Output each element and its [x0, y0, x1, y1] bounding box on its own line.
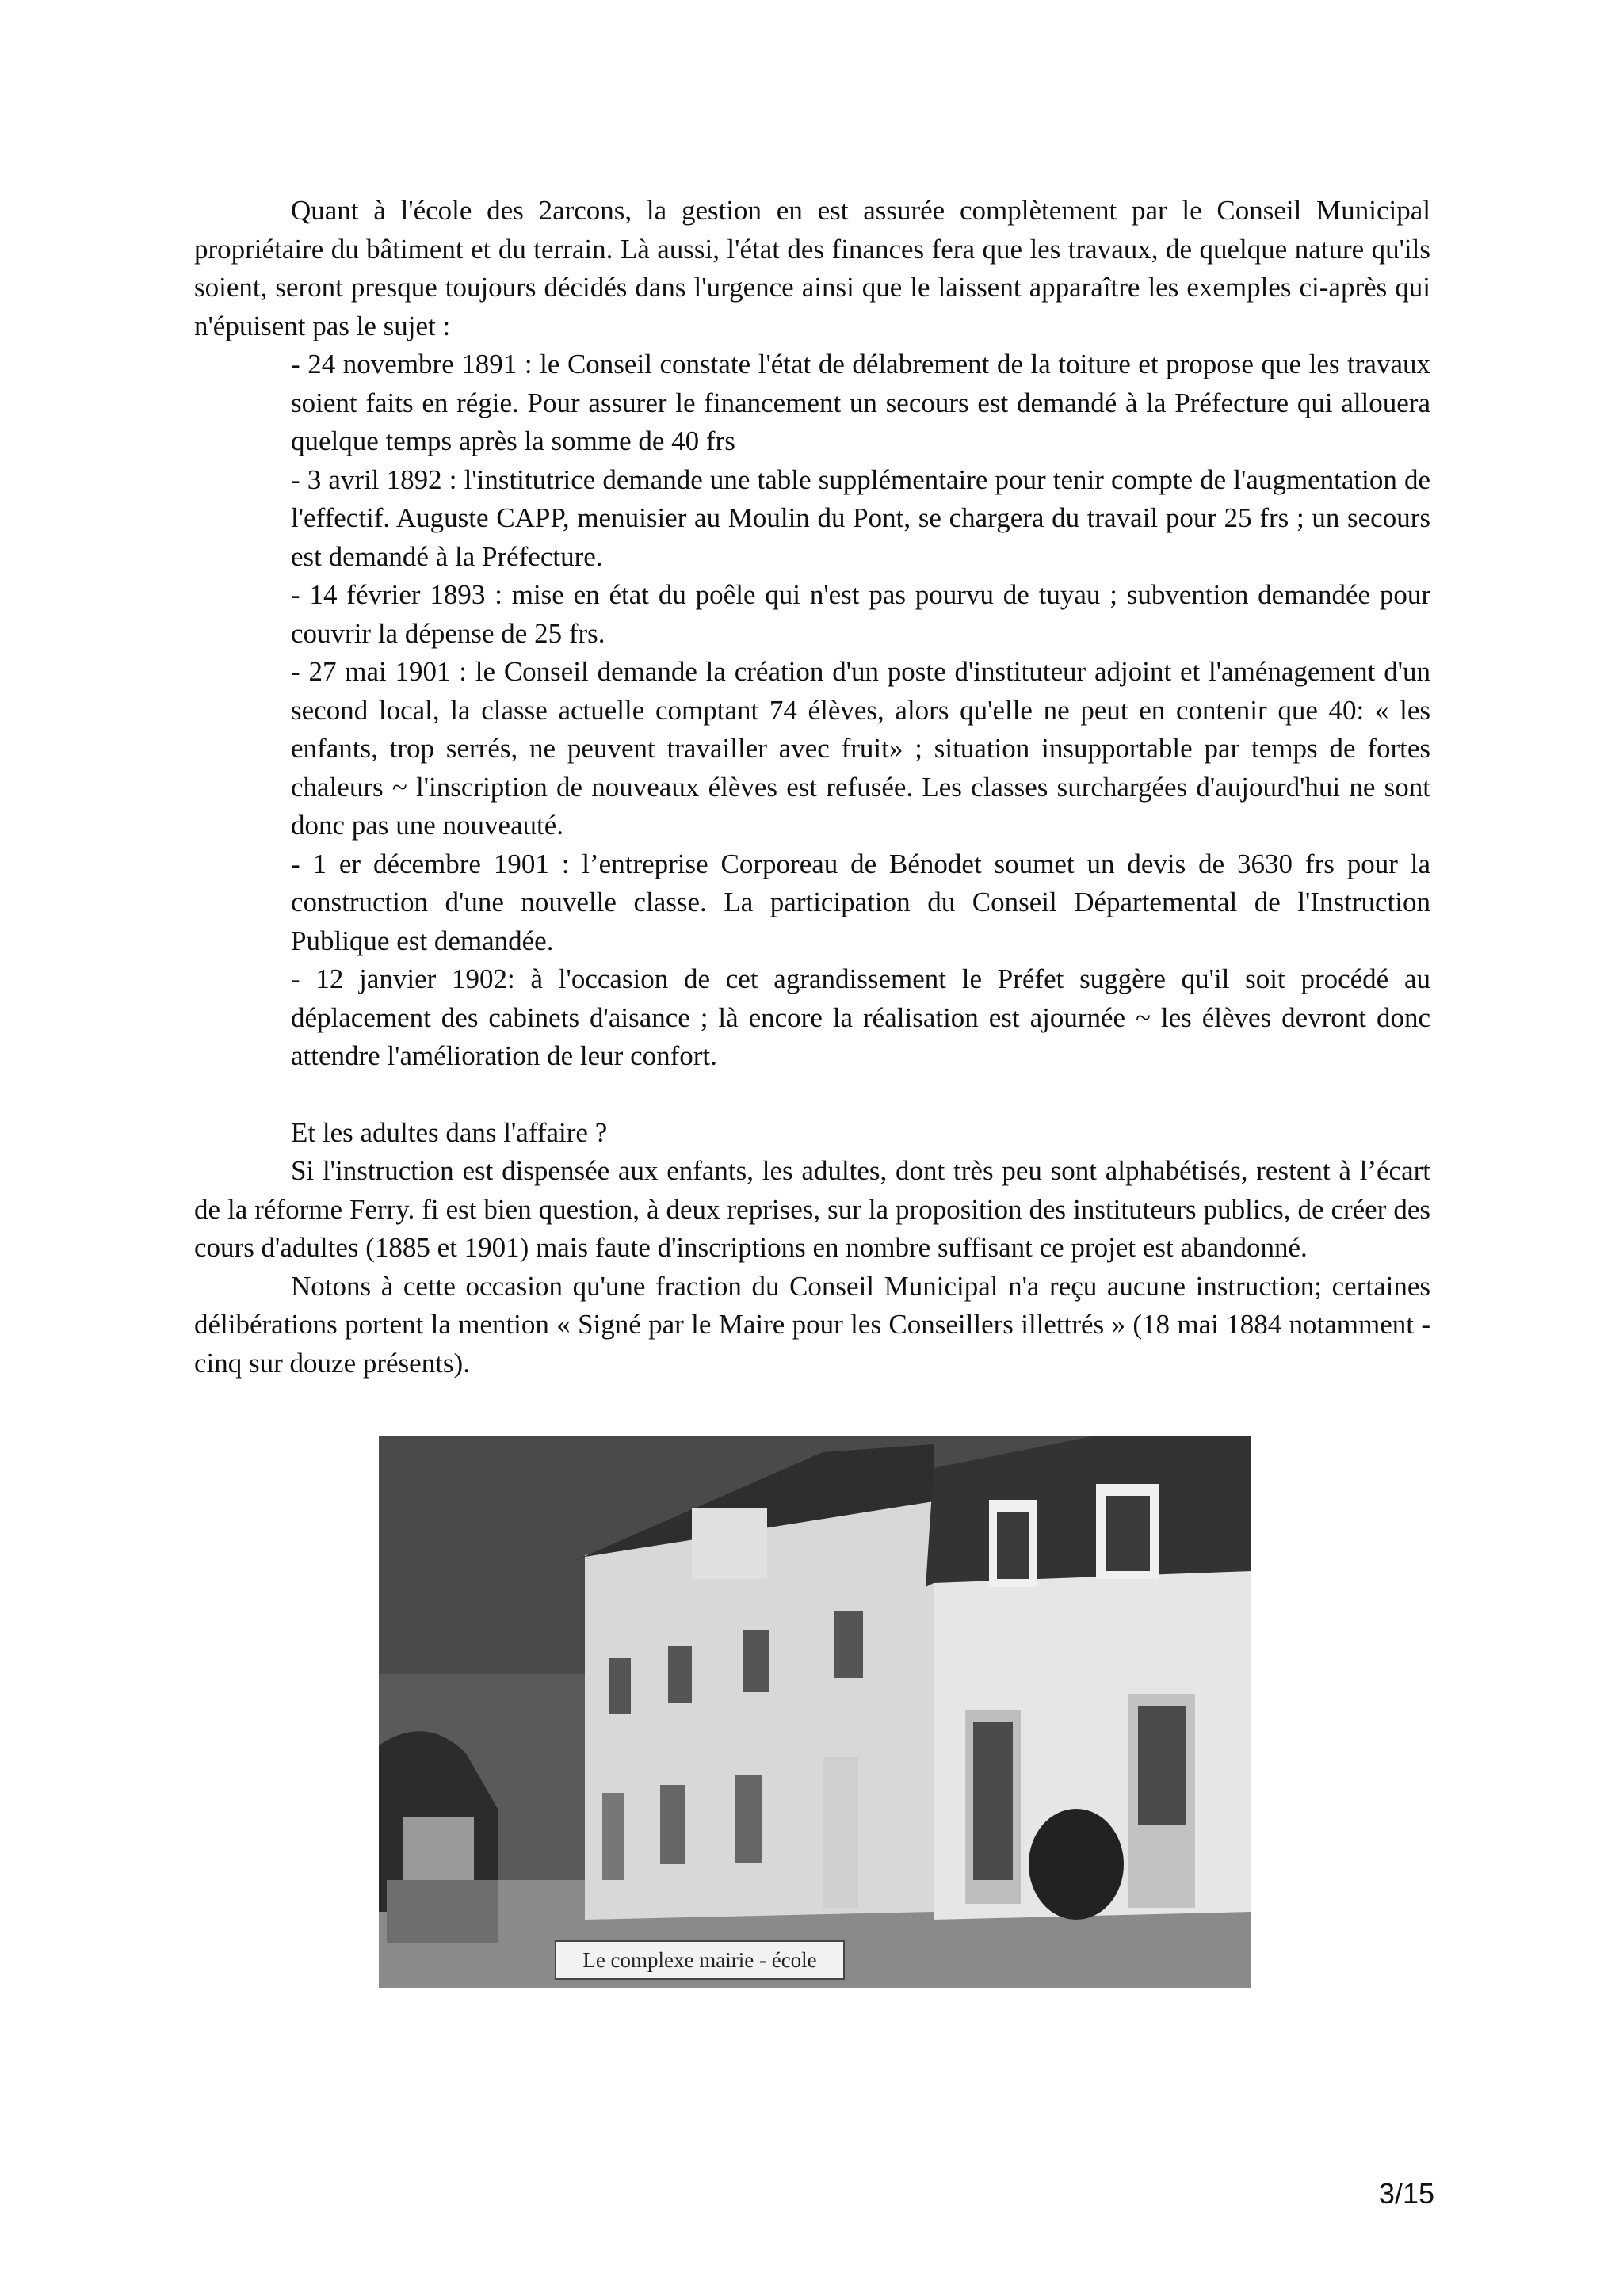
page-number: 3/15: [1378, 2177, 1434, 2210]
list-item: - 14 février 1893 : mise en état du poêle qui n'est pas pourvu de tuyau ; subvention demandée pour couvrir la dépense de 25 frs.: [291, 579, 1430, 649]
list-item: - 1 er décembre 1901 : l’entreprise Corporeau de Bénodet soumet un devis de 3630 frs pour la construction d'une nouvelle classe. La participation du Conseil Départemental de l'Instruction Publique est demandée.: [291, 848, 1430, 956]
list-item: - 3 avril 1892 : l'institutrice demande une table supplémentaire pour tenir compte de l'augmentation de l'effectif. Auguste CAPP, menuisier au Moulin du Pont, se chargera du travail pour 25 frs ; un secours est demandé à la Préfecture.: [291, 463, 1430, 572]
body-text: [194, 192, 1430, 1383]
list-item: - 27 mai 1901 : le Conseil demande la création d'un poste d'instituteur adjoint et l'aménagement d'un second local, la classe actuelle comptant 74 élèves, alors qu'elle ne peut en contenir que 40: « les enfants, trop serrés, ne peuvent travailler avec fruit» ; situation insupportable par temps de fortes chaleurs ~ l'inscription de nouveaux élèves est refusée. Les classes surchargées d'aujourd'hui ne sont donc pas une nouveauté.: [291, 656, 1430, 841]
paragraph-council: Notons à cette occasion qu'une fraction du Conseil Municipal n'a reçu aucune instruction; certaines délibérations portent la mention « Signé par le Maire pour les Conseillers illettrés » (18 mai 1884 notamment - cinq sur douze présents).: [194, 1270, 1430, 1379]
building-photo: [379, 1436, 1251, 1988]
paragraph-adults: Si l'instruction est dispensée aux enfants, les adultes, dont très peu sont alphabétisés, restent à l’écart de la réforme Ferry. fi est bien question, à deux reprises, sur la proposition des instituteurs publics, de créer des cours d'adultes (1885 et 1901) mais faute d'inscriptions en nombre suffisant ce projet est abandonné.: [194, 1155, 1430, 1263]
photo-caption: Le complexe mairie - école: [555, 1940, 845, 1980]
list-item: - 24 novembre 1891 : le Conseil constate l'état de délabrement de la toiture et propose que les travaux soient faits en régie. Pour assurer le financement un secours est demandé à la Préfecture qui allouera quelque temps après la somme de 40 frs: [291, 349, 1430, 456]
paragraph-intro: Quant à l'école des 2arcons, la gestion en est assurée complètement par le Conseil Municipal propriétaire du bâtiment et du terrain. Là aussi, l'état des finances fera que les travaux, de quelque nature qu'ils soient, seront presque toujours décidés dans l'urgence ainsi que le laissent apparaître les exemples ci-après qui n'épuisent pas le sujet :: [194, 195, 1430, 341]
list-item: - 12 janvier 1902: à l'occasion de cet agrandissement le Préfet suggère qu'il soit procédé au déplacement des cabinets d'aisance ; là encore la réalisation est ajournée ~ les élèves devront donc attendre l'amélioration de leur confort.: [291, 963, 1430, 1071]
works-list: [291, 345, 1430, 1076]
paragraph-adults-question: Et les adultes dans l'affaire ?: [291, 1116, 608, 1148]
building-photo-drawing: [379, 1436, 1251, 1988]
paragraph-gap: [194, 1076, 1430, 1114]
